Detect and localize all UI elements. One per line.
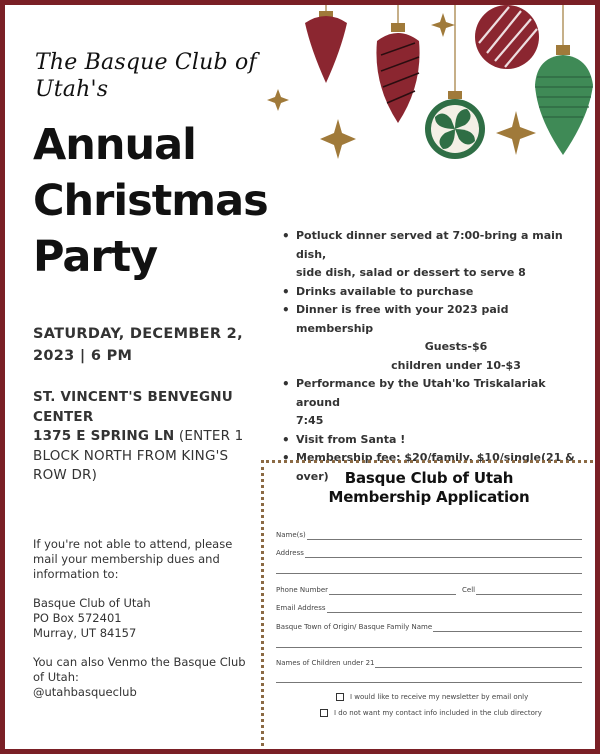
form-title-line-2: Membership Application — [328, 488, 530, 506]
name-field[interactable] — [276, 531, 582, 540]
origin-field[interactable] — [276, 623, 582, 632]
guests-price: Guests-$6 — [424, 340, 488, 353]
star-icon — [431, 13, 455, 37]
children-input-line[interactable] — [375, 661, 582, 668]
green-drop-ornament-icon — [535, 45, 593, 155]
phone-label: Phone Number — [276, 586, 329, 594]
mail-text: mail your membership dues and — [33, 552, 220, 566]
venue-name-line-1: ST. VINCENT'S BENVEGNU — [33, 389, 233, 405]
cell-input-line[interactable] — [476, 588, 582, 595]
address-line: Basque Club of Utah — [33, 596, 151, 610]
address-second-line[interactable] — [276, 573, 582, 574]
venmo-text: You can also Venmo the Basque Club — [33, 655, 246, 669]
origin-label: Basque Town of Origin/ Basque Family Name — [276, 623, 433, 631]
children-field[interactable] — [276, 659, 582, 668]
red-ball-ornament-icon — [475, 5, 539, 69]
venue-address-line — [33, 427, 258, 447]
star-icon — [496, 111, 536, 155]
title-line: Christmas — [33, 176, 268, 226]
directory-checkbox[interactable] — [320, 709, 328, 717]
detail-text: • Membership fee: $20/family. $10/single(21 & — [296, 451, 575, 464]
newsletter-label: I would like to receive my newsletter by email only — [350, 693, 529, 701]
newsletter-option[interactable] — [336, 692, 528, 702]
list-item — [281, 375, 581, 431]
name-input-line[interactable] — [307, 533, 582, 540]
membership-application-form — [261, 460, 600, 754]
email-label: Email Address — [276, 604, 326, 612]
mail-text: If you're not able to attend, please — [33, 537, 233, 551]
list-item — [281, 227, 581, 283]
mailing-address — [33, 596, 258, 641]
event-details-list — [281, 227, 581, 486]
detail-text: • Potluck dinner served at 7:00-bring a main dish, — [296, 229, 563, 261]
detail-text: • Performance by the Utah'ko Triskalariak around — [296, 377, 546, 409]
title-line: Party — [33, 232, 158, 282]
email-input-line[interactable] — [327, 606, 582, 613]
origin-second-line[interactable] — [276, 647, 582, 648]
origin-input-line[interactable] — [433, 625, 582, 632]
address-line: PO Box 572401 — [33, 611, 122, 625]
venue-name-line-2: CENTER — [33, 408, 94, 425]
mail-info — [33, 537, 258, 714]
address-input-line[interactable] — [305, 551, 582, 558]
address-field[interactable] — [276, 549, 582, 558]
address-line: Murray, UT 84157 — [33, 626, 137, 640]
cell-label: Cell — [462, 586, 476, 594]
event-venue — [33, 388, 258, 486]
star-icon — [320, 119, 356, 159]
email-field[interactable] — [276, 604, 582, 613]
event-date — [33, 323, 263, 367]
address-label: Address — [276, 549, 304, 557]
venmo-info — [33, 655, 258, 700]
list-item: • Visit from Santa ! — [281, 431, 581, 450]
red-drop-ornament-icon — [305, 11, 347, 83]
club-name-script: The Basque Club of Utah's — [35, 50, 257, 102]
children-second-line[interactable] — [276, 682, 582, 683]
phone-field[interactable] — [276, 586, 456, 595]
title-line: Annual — [33, 120, 196, 170]
event-title — [33, 117, 273, 285]
date-line-1: SATURDAY, DECEMBER 2, — [33, 326, 243, 342]
detail-text: side dish, salad or dessert to serve 8 — [296, 266, 526, 279]
name-label: Name(s) — [276, 531, 306, 539]
list-item: • Drinks available to purchase — [281, 283, 581, 302]
detail-text: over) — [296, 469, 329, 483]
venue-direction-line-2: BLOCK NORTH FROM KING'S — [33, 447, 229, 464]
phone-input-line[interactable] — [329, 588, 456, 595]
children-price: children under 10-$3 — [391, 358, 521, 372]
directory-label: I do not want my contact info included in the club directory — [334, 709, 542, 717]
lauburu-ornament-icon — [425, 91, 485, 159]
venmo-handle: @utahbasqueclub — [33, 685, 137, 699]
detail-text: 7:45 — [296, 414, 324, 427]
venue-direction-line-3: ROW DR) — [33, 467, 98, 483]
mail-text: information to: — [33, 567, 119, 581]
form-title — [264, 469, 594, 507]
newsletter-checkbox[interactable] — [336, 693, 344, 701]
form-title-line-1: Basque Club of Utah — [344, 469, 514, 487]
mail-instructions — [33, 537, 258, 582]
children-label: Names of Children under 21 — [276, 659, 375, 667]
directory-option[interactable] — [320, 708, 542, 718]
venmo-text: of Utah: — [33, 670, 79, 684]
date-line-2: 2023 | 6 PM — [33, 348, 133, 364]
striped-red-ornament-icon — [376, 23, 419, 123]
venue-street: 1375 E SPRING LN — [33, 428, 175, 444]
cell-field[interactable] — [462, 586, 582, 595]
list-item: • Dinner is free with your 2023 paid membership — [281, 301, 581, 338]
venue-direction-note: (ENTER 1 — [174, 428, 244, 444]
star-icon — [267, 89, 289, 111]
